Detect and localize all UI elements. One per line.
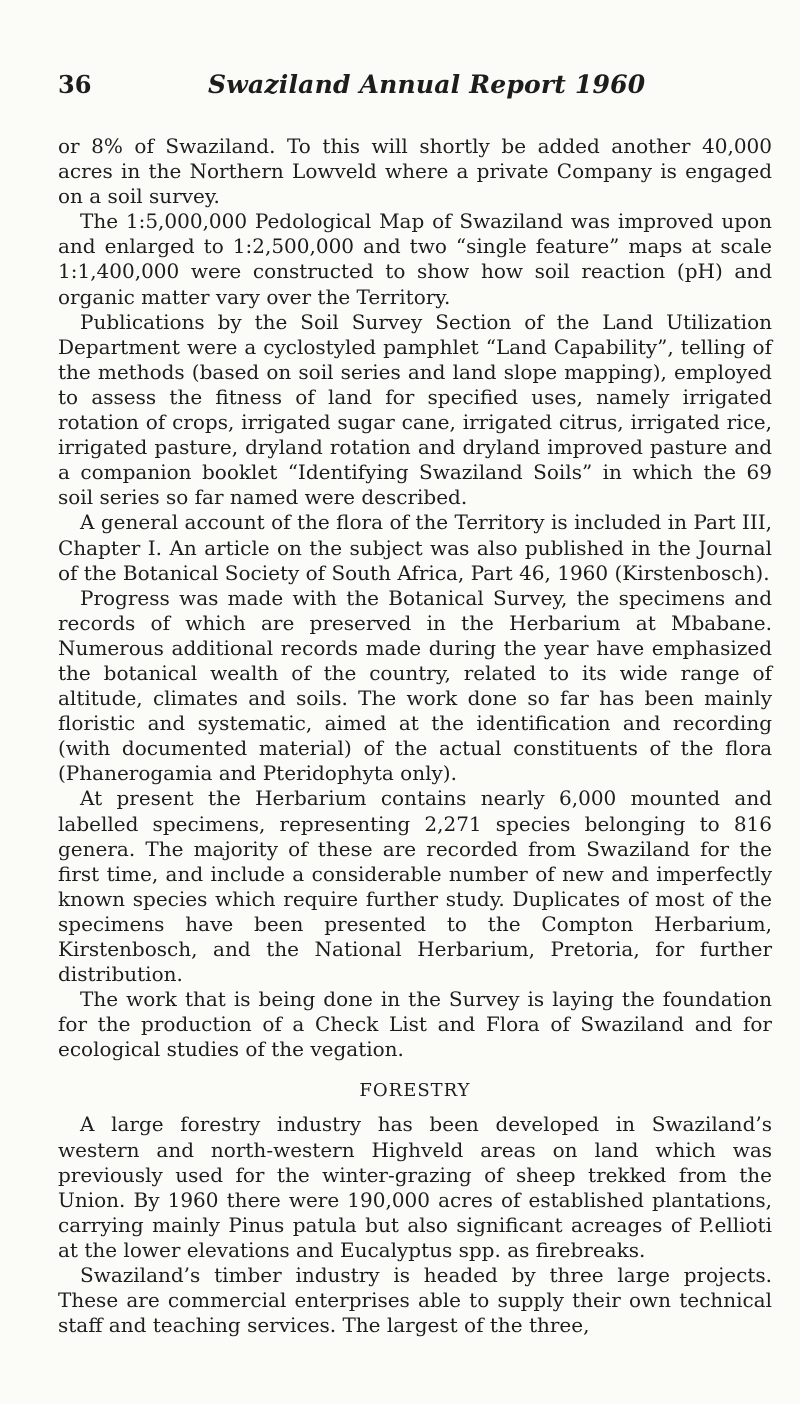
paragraph-survey-foundation: The work that is being done in the Survey is laying the foundation for the production of a Check List and Flora of Swaziland and for ecological studies of the vegation. xyxy=(58,987,772,1062)
page-number: 36 xyxy=(58,70,92,99)
body-text xyxy=(58,134,772,1338)
paragraph-herbarium: At present the Herbarium contains nearly 6,000 mounted and labelled specimens, representing 2,271 species belonging to 816 genera. The majority of these are recorded from Swaziland for the first time, and include a considerable number of new and imperfectly known species which require further study. Duplicates of most of the specimens have been presented to the Compton Herbarium, Kirstenbosch, and the National Herbarium, Pretoria, for further distribution. xyxy=(58,786,772,987)
section-heading-forestry: FORESTRY xyxy=(359,1080,471,1102)
paragraph-timber-projects: Swaziland’s timber industry is headed by three large projects. These are commercial enterprises able to supply their own technical staff and teaching services. The largest of the three, xyxy=(58,1263,772,1338)
paragraph-botanical-survey: Progress was made with the Botanical Survey, the specimens and records of which are preserved in the Herbarium at Mbabane. Numerous additional records made during the year have emphasized the botanical wealth of the country, related to its wide range of altitude, climates and soils. The work done so far has been mainly floristic and systematic, aimed at the identification and recording (with documented material) of the actual constituents of the flora (Phanerogamia and Pteridophyta only). xyxy=(58,585,772,786)
paragraph-pedological-map: The 1:5,000,000 Pedological Map of Swaziland was improved upon and enlarged to 1:2,500,000 and two “single feature” maps at scale 1:1,400,000 were constructed to show how soil reaction (pH) and organic matter vary over the Territory. xyxy=(58,209,772,309)
paragraph-soil-survey-acreage: or 8% of Swaziland. To this will shortly be added another 40,000 acres in the Northern Lowveld where a private Company is engaged on a soil survey. xyxy=(58,134,772,209)
paragraph-soil-publications: Publications by the Soil Survey Section of the Land Utilization Department were a cyclostyled pamphlet “Land Capability”, telling of the methods (based on soil series and land slope mapping), employed to assess the fitness of land for specified uses, namely irrigated rotation of crops, irrigated sugar cane, irrigated citrus, irrigated rice, irrigated pasture, dryland rotation and dryland improved pasture and a companion booklet “Identifying Swaziland Soils” in which the 69 soil series so far named were described. xyxy=(58,309,772,510)
paragraph-forestry-industry: A large forestry industry has been developed in Swaziland’s western and north-western Highveld areas on land which was previously used for the winter-grazing of sheep trekked from the Union. By 1960 there were 190,000 acres of established plantations, carrying mainly Pinus patula but also significant acreages of P.ellioti at the lower elevations and Eucalyptus spp. as firebreaks. xyxy=(58,1112,772,1262)
page-header xyxy=(58,70,772,110)
running-title: Swaziland Annual Report 1960 xyxy=(208,70,646,99)
paragraph-flora-account: A general account of the flora of the Territory is included in Part III, Chapter I. An article on the subject was also published in the Journal of the Botanical Society of South Africa, Part 46, 1960 (Kirstenbosch). xyxy=(58,510,772,585)
